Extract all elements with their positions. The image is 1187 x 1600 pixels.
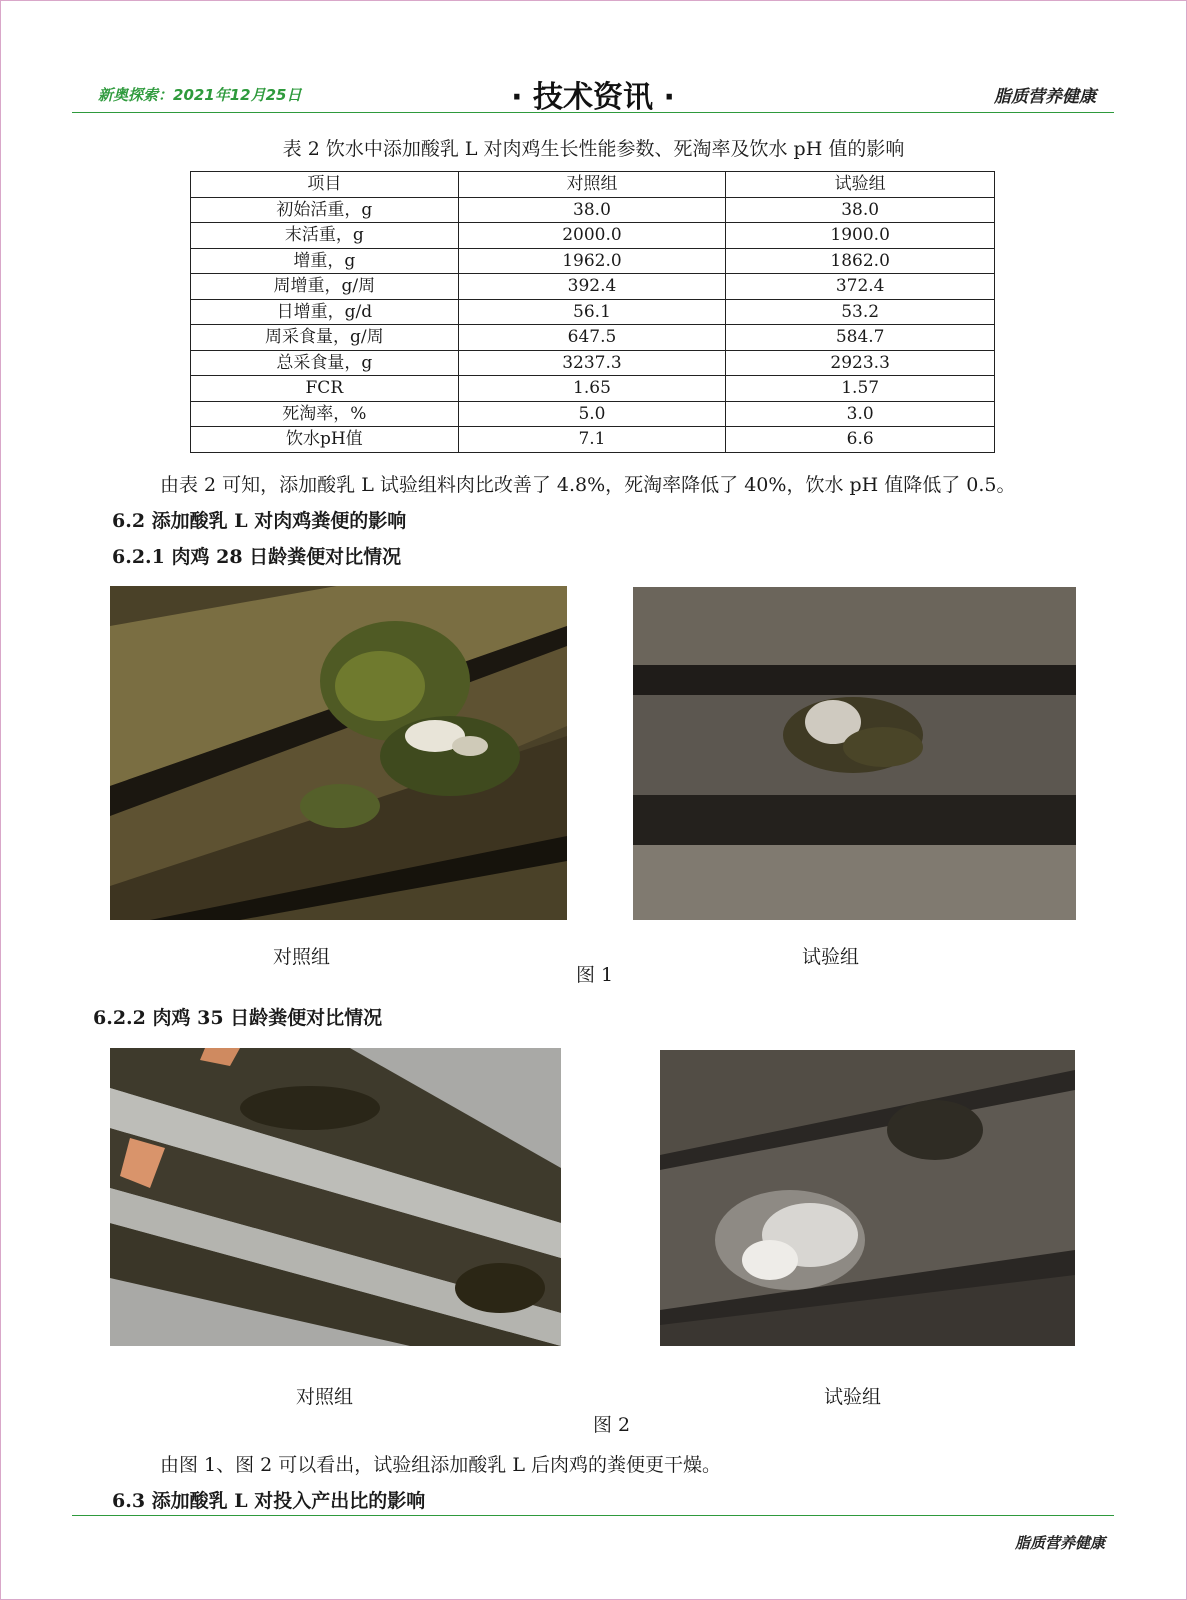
table-title: 表 2 饮水中添加酸乳 L 对肉鸡生长性能参数、死淘率及饮水 pH 值的影响: [282, 138, 905, 160]
footer-rule: [72, 1515, 1114, 1516]
table-row: [191, 223, 995, 249]
table-row: [191, 376, 995, 402]
figure2-left-caption: 对照组: [296, 1386, 354, 1408]
table-row: [191, 325, 995, 351]
figure1-control-photo: [110, 586, 567, 920]
table-cell: 末活重，g: [191, 223, 459, 249]
table-row: [191, 427, 995, 453]
header-column-title: · 技术资讯 ·: [511, 80, 675, 115]
table-cell: 1900.0: [726, 223, 995, 249]
table-row: [191, 401, 995, 427]
table-cell: 647.5: [458, 325, 726, 351]
figure2-label: 图 2: [593, 1414, 631, 1436]
table-cell: 1.65: [458, 376, 726, 402]
header-rule: [72, 112, 1114, 113]
table-header-cell: 对照组: [458, 172, 726, 198]
table-row: [191, 197, 995, 223]
table-header-row: [191, 172, 995, 198]
table-cell: 饮水pH值: [191, 427, 459, 453]
table-row: [191, 274, 995, 300]
growth-performance-table: [190, 171, 995, 453]
table-summary-paragraph: 由表 2 可知，添加酸乳 L 试验组料肉比改善了 4.8%，死淘率降低了 40%，饮水 pH 值降低了 0.5。: [160, 474, 1016, 496]
table-cell: 38.0: [726, 197, 995, 223]
figure1-trial-photo: [633, 587, 1076, 920]
figure1-label: 图 1: [576, 964, 614, 986]
table-cell: 总采食量，g: [191, 350, 459, 376]
table-cell: 372.4: [726, 274, 995, 300]
table-cell: 392.4: [458, 274, 726, 300]
table-cell: 3.0: [726, 401, 995, 427]
table-cell: 2923.3: [726, 350, 995, 376]
table-cell: 日增重，g/d: [191, 299, 459, 325]
table-header-cell: 项目: [191, 172, 459, 198]
footer-journal-name: 脂质营养健康: [1014, 1534, 1105, 1552]
table-cell: 1.57: [726, 376, 995, 402]
figure2-right-caption: 试验组: [824, 1386, 882, 1408]
table-row: [191, 299, 995, 325]
table-cell: 初始活重，g: [191, 197, 459, 223]
table-cell: 1862.0: [726, 248, 995, 274]
figure-summary-paragraph: 由图 1、图 2 可以看出，试验组添加酸乳 L 后肉鸡的粪便更干燥。: [160, 1454, 721, 1476]
section-heading-6-2-1: 6.2.1 肉鸡 28 日龄粪便对比情况: [112, 546, 402, 568]
table-cell: 5.0: [458, 401, 726, 427]
section-heading-6-2-2: 6.2.2 肉鸡 35 日龄粪便对比情况: [93, 1007, 383, 1029]
table-cell: 56.1: [458, 299, 726, 325]
table-cell: 增重，g: [191, 248, 459, 274]
table-row: [191, 248, 995, 274]
table-cell: 584.7: [726, 325, 995, 351]
table-cell: 周采食量，g/周: [191, 325, 459, 351]
figure1-right-caption: 试验组: [802, 946, 860, 968]
table-cell: 周增重，g/周: [191, 274, 459, 300]
table-header-cell: 试验组: [726, 172, 995, 198]
table-cell: 6.6: [726, 427, 995, 453]
table-cell: 死淘率，%: [191, 401, 459, 427]
table-row: [191, 350, 995, 376]
table-cell: 3237.3: [458, 350, 726, 376]
figure1-left-caption: 对照组: [273, 946, 331, 968]
page-header: [72, 72, 1114, 115]
section-heading-6-3: 6.3 添加酸乳 L 对投入产出比的影响: [112, 1490, 426, 1512]
table-cell: 1962.0: [458, 248, 726, 274]
table-cell: 2000.0: [458, 223, 726, 249]
table-cell: 53.2: [726, 299, 995, 325]
header-journal-name: 脂质营养健康: [994, 87, 1096, 107]
table-cell: FCR: [191, 376, 459, 402]
table-cell: 38.0: [458, 197, 726, 223]
figure2-control-photo: [110, 1048, 561, 1346]
section-heading-6-2: 6.2 添加酸乳 L 对肉鸡粪便的影响: [112, 510, 407, 532]
figure2-trial-photo: [660, 1050, 1075, 1346]
header-date: 新奥探索：2021年12月25日: [98, 86, 302, 104]
table-cell: 7.1: [458, 427, 726, 453]
